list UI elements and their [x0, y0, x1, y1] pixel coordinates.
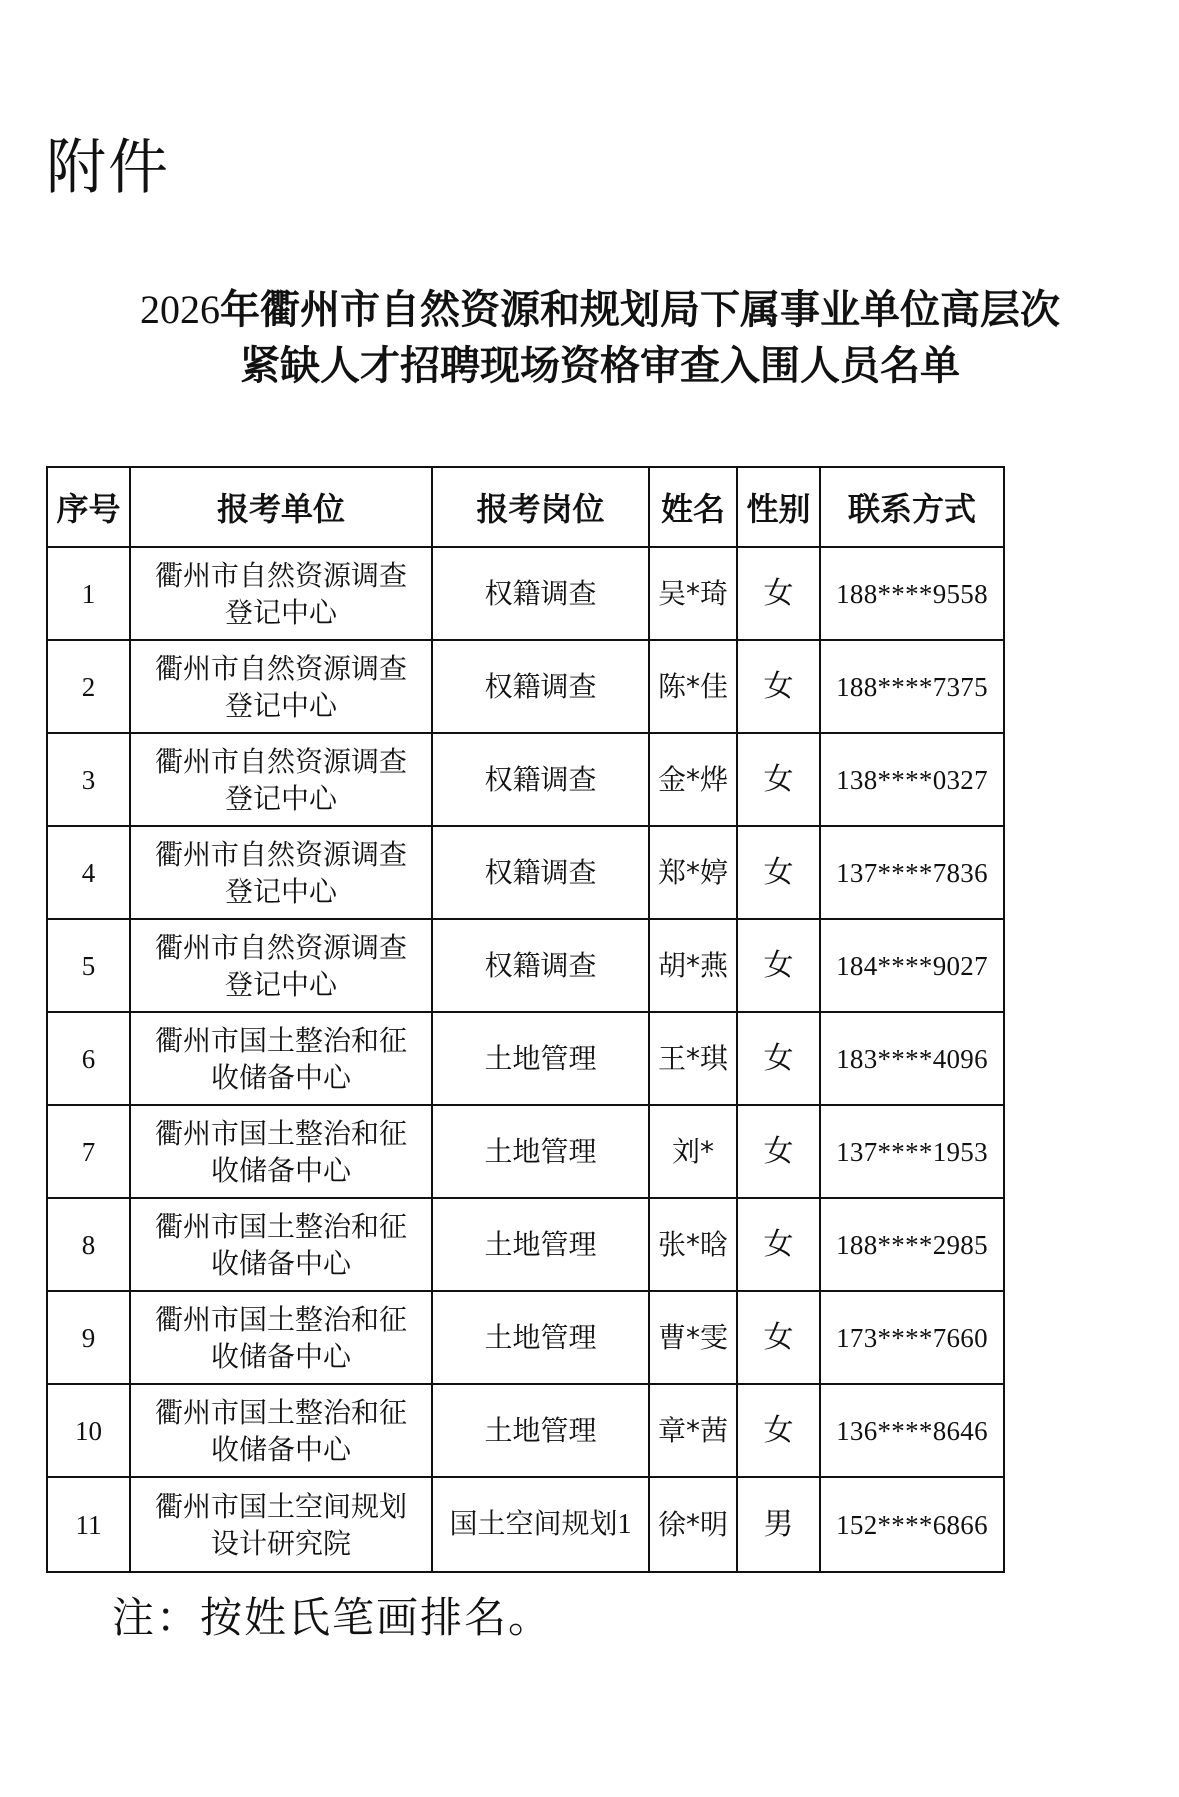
cell-post — [432, 1477, 649, 1572]
cell-post: 权籍调查 — [432, 640, 649, 733]
cell-unit — [130, 1012, 432, 1105]
cell-gender: 女 — [737, 1384, 820, 1477]
unit-line-1: 衢州市国土整治和征 — [154, 1209, 407, 1243]
ranking-note: 注：按姓氏笔画排名。 — [112, 1593, 553, 1642]
cell-phone: 152****6866 — [820, 1477, 1004, 1572]
cell-serial: 3 — [47, 733, 130, 826]
cell-name: 王*琪 — [649, 1012, 737, 1105]
unit-line-2: 收储备中心 — [210, 1153, 351, 1187]
col-header-gender: 性别 — [737, 467, 820, 547]
cell-post: 权籍调查 — [432, 919, 649, 1012]
col-header-unit: 报考单位 — [130, 467, 432, 547]
cell-post: 土地管理 — [432, 1291, 649, 1384]
cell-unit — [130, 919, 432, 1012]
cell-name: 陈*佳 — [649, 640, 737, 733]
unit-line-2: 登记中心 — [224, 874, 337, 908]
unit-line-1: 衢州市国土整治和征 — [154, 1116, 407, 1150]
col-header-name: 姓名 — [649, 467, 737, 547]
cell-name: 张*晗 — [649, 1198, 737, 1291]
col-header-contact: 联系方式 — [820, 467, 1004, 547]
cell-serial: 6 — [47, 1012, 130, 1105]
cell-serial: 8 — [47, 1198, 130, 1291]
cell-phone: 173****7660 — [820, 1291, 1004, 1384]
cell-phone: 188****2985 — [820, 1198, 1004, 1291]
cell-serial: 11 — [47, 1477, 130, 1572]
cell-phone: 137****1953 — [820, 1105, 1004, 1198]
table-row — [47, 733, 1004, 826]
title-line-1-text: 年衢州市自然资源和规划局下属事业单位高层次 — [220, 287, 1060, 333]
cell-serial: 1 — [47, 547, 130, 640]
cell-serial: 5 — [47, 919, 130, 1012]
cell-unit — [130, 826, 432, 919]
unit-line-1: 衢州市国土整治和征 — [154, 1023, 407, 1057]
unit-line-2: 收储备中心 — [210, 1246, 351, 1280]
unit-line-2: 设计研究院 — [210, 1526, 351, 1560]
cell-gender: 女 — [737, 1105, 820, 1198]
unit-line-1: 衢州市自然资源调查 — [154, 930, 407, 964]
cell-gender: 女 — [737, 640, 820, 733]
cell-phone: 183****4096 — [820, 1012, 1004, 1105]
unit-line-1: 衢州市自然资源调查 — [154, 558, 407, 592]
unit-line-1: 衢州市自然资源调查 — [154, 837, 407, 871]
cell-phone: 188****7375 — [820, 640, 1004, 733]
cell-post: 权籍调查 — [432, 826, 649, 919]
cell-post: 土地管理 — [432, 1384, 649, 1477]
cell-phone: 136****8646 — [820, 1384, 1004, 1477]
cell-unit — [130, 640, 432, 733]
unit-line-1: 衢州市自然资源调查 — [154, 651, 407, 685]
table-row — [47, 1477, 1004, 1572]
cell-gender: 女 — [737, 919, 820, 1012]
table-header-row — [47, 467, 1004, 547]
cell-gender: 女 — [737, 1198, 820, 1291]
cell-serial: 10 — [47, 1384, 130, 1477]
unit-line-2: 登记中心 — [224, 688, 337, 722]
cell-unit — [130, 1198, 432, 1291]
cell-name: 郑*婷 — [649, 826, 737, 919]
cell-name: 章*茜 — [649, 1384, 737, 1477]
table-row — [47, 1105, 1004, 1198]
cell-unit — [130, 1384, 432, 1477]
cell-unit — [130, 1105, 432, 1198]
cell-post: 权籍调查 — [432, 547, 649, 640]
cell-name: 胡*燕 — [649, 919, 737, 1012]
table-row — [47, 1384, 1004, 1477]
cell-gender: 女 — [737, 1291, 820, 1384]
table-row — [47, 640, 1004, 733]
unit-line-1: 衢州市国土整治和征 — [154, 1395, 407, 1429]
title-line-2: 紧缺人才招聘现场资格审查入围人员名单 — [240, 343, 960, 389]
cell-post: 土地管理 — [432, 1105, 649, 1198]
cell-name: 刘* — [649, 1105, 737, 1198]
cell-phone: 184****9027 — [820, 919, 1004, 1012]
cell-unit — [130, 1477, 432, 1572]
unit-line-2: 登记中心 — [224, 595, 337, 629]
cell-gender: 女 — [737, 547, 820, 640]
unit-line-2: 收储备中心 — [210, 1339, 351, 1373]
col-header-post: 报考岗位 — [432, 467, 649, 547]
page-title — [30, 282, 1170, 394]
cell-name: 金*烨 — [649, 733, 737, 826]
cell-unit — [130, 547, 432, 640]
cell-unit — [130, 1291, 432, 1384]
cell-phone: 138****0327 — [820, 733, 1004, 826]
unit-line-1: 衢州市国土整治和征 — [154, 1302, 407, 1336]
unit-line-2: 收储备中心 — [210, 1432, 351, 1466]
cell-serial: 4 — [47, 826, 130, 919]
table-row — [47, 547, 1004, 640]
cell-gender: 女 — [737, 1012, 820, 1105]
unit-line-2: 收储备中心 — [210, 1060, 351, 1094]
table-row — [47, 1012, 1004, 1105]
cell-phone: 137****7836 — [820, 826, 1004, 919]
cell-name: 徐*明 — [649, 1477, 737, 1572]
title-year: 2026 — [140, 287, 220, 332]
table-row — [47, 1198, 1004, 1291]
cell-gender: 女 — [737, 826, 820, 919]
title-line-1 — [30, 282, 1170, 338]
table-row — [47, 826, 1004, 919]
unit-line-1: 衢州市国土空间规划 — [154, 1489, 407, 1523]
cell-serial: 7 — [47, 1105, 130, 1198]
post-number: 1 — [617, 1509, 632, 1540]
cell-unit — [130, 733, 432, 826]
col-header-serial: 序号 — [47, 467, 130, 547]
cell-serial: 9 — [47, 1291, 130, 1384]
unit-line-2: 登记中心 — [224, 967, 337, 1001]
cell-name: 曹*雯 — [649, 1291, 737, 1384]
cell-post: 土地管理 — [432, 1012, 649, 1105]
table-row — [47, 919, 1004, 1012]
cell-gender: 男 — [737, 1477, 820, 1572]
candidate-table — [46, 466, 1005, 1573]
unit-line-1: 衢州市自然资源调查 — [154, 744, 407, 778]
cell-post: 土地管理 — [432, 1198, 649, 1291]
post-text: 国土空间规划 — [449, 1507, 618, 1540]
cell-gender: 女 — [737, 733, 820, 826]
unit-line-2: 登记中心 — [224, 781, 337, 815]
cell-phone: 188****9558 — [820, 547, 1004, 640]
cell-serial: 2 — [47, 640, 130, 733]
table-row — [47, 1291, 1004, 1384]
cell-post: 权籍调查 — [432, 733, 649, 826]
attachment-label: 附件 — [46, 133, 170, 203]
cell-name: 吴*琦 — [649, 547, 737, 640]
